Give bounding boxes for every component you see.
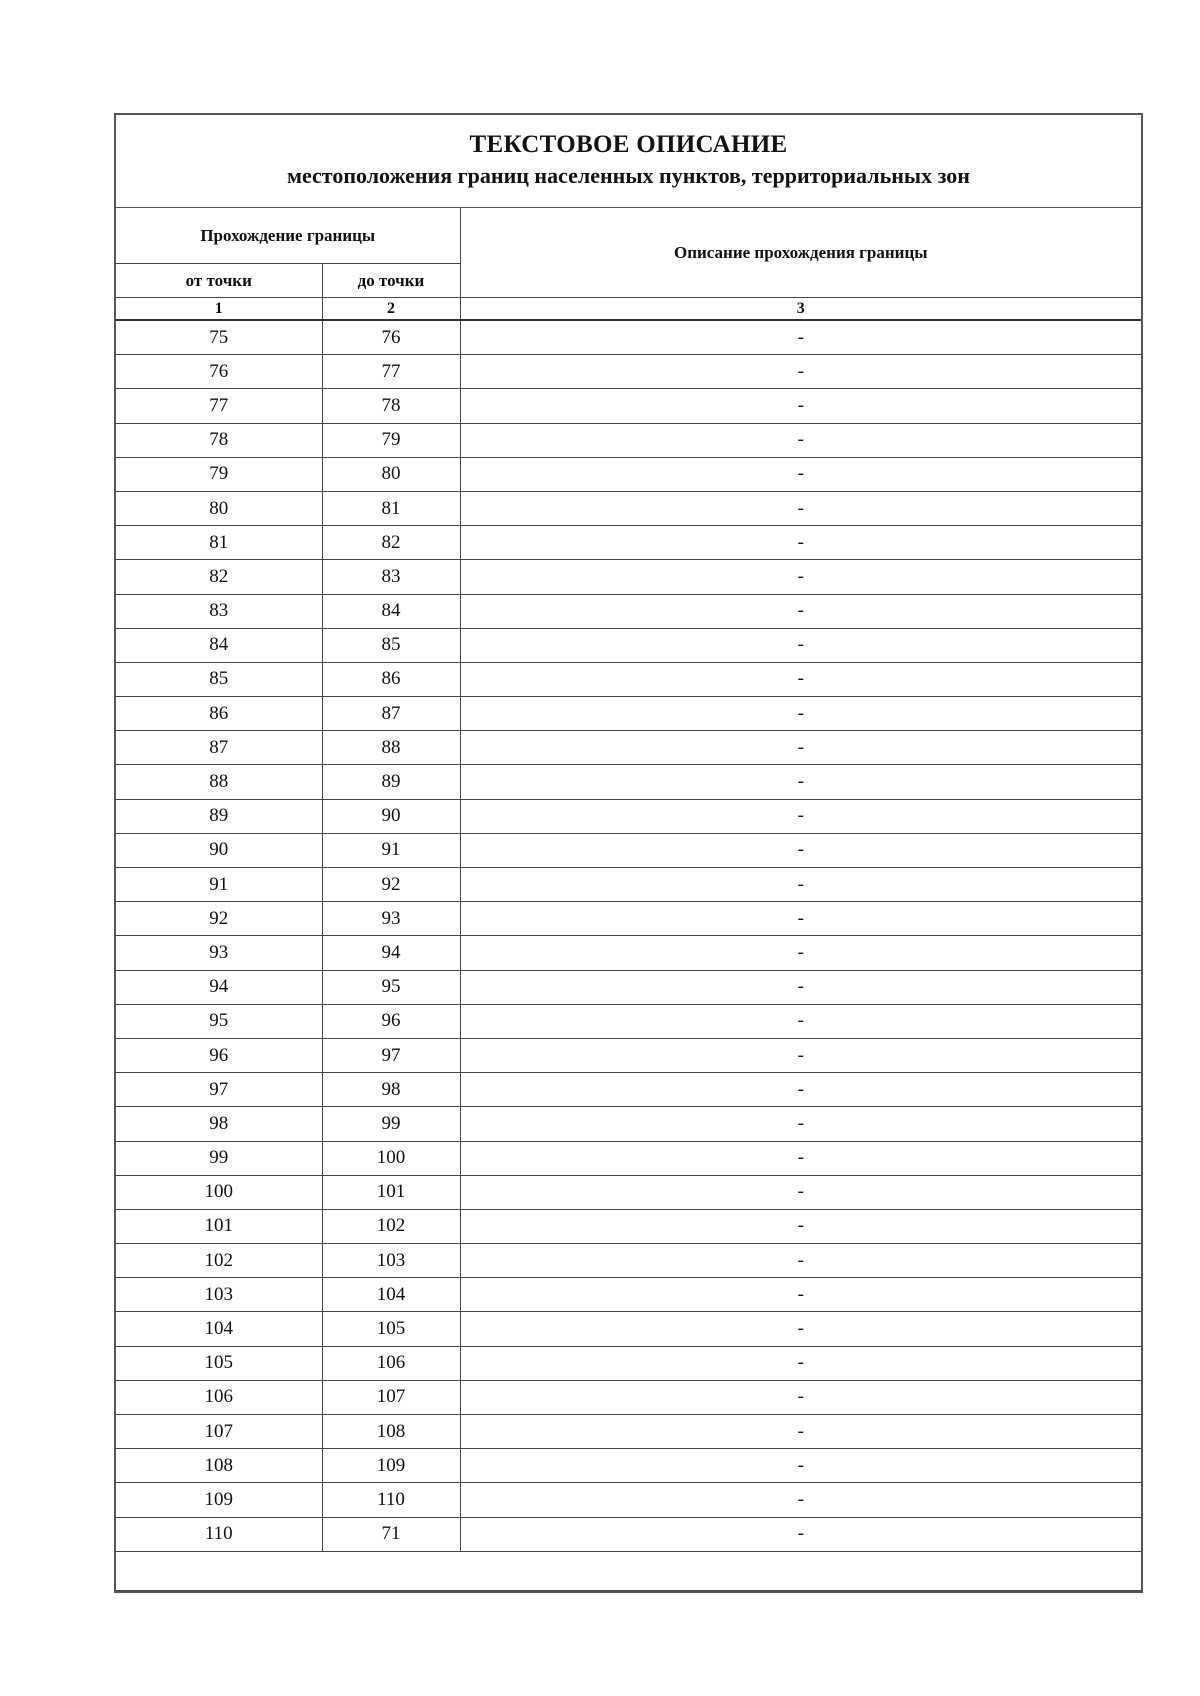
header-to-point: до точки — [322, 264, 460, 298]
table-row — [116, 1278, 1141, 1312]
to-point-cell: 81 — [322, 491, 460, 525]
description-cell: - — [460, 594, 1141, 628]
description-cell: - — [460, 1107, 1141, 1141]
description-cell: - — [460, 1141, 1141, 1175]
description-cell: - — [460, 1175, 1141, 1209]
to-point-cell: 100 — [322, 1141, 460, 1175]
from-point-cell: 100 — [116, 1175, 322, 1209]
from-point-cell: 96 — [116, 1038, 322, 1072]
to-point-cell: 105 — [322, 1312, 460, 1346]
column-number: 1 — [116, 298, 322, 321]
description-cell: - — [460, 1449, 1141, 1483]
description-cell: - — [460, 1415, 1141, 1449]
header-boundary-passage: Прохождение границы — [116, 208, 460, 264]
boundary-description-sheet — [114, 113, 1143, 1593]
description-cell: - — [460, 970, 1141, 1004]
to-point-cell: 82 — [322, 526, 460, 560]
from-point-cell: 78 — [116, 423, 322, 457]
to-point-cell: 108 — [322, 1415, 460, 1449]
from-point-cell: 82 — [116, 560, 322, 594]
description-cell: - — [460, 1380, 1141, 1414]
table-row — [116, 1004, 1141, 1038]
from-point-cell: 76 — [116, 355, 322, 389]
from-point-cell: 91 — [116, 868, 322, 902]
to-point-cell: 85 — [322, 628, 460, 662]
table-row — [116, 628, 1141, 662]
description-cell: - — [460, 560, 1141, 594]
from-point-cell: 75 — [116, 320, 322, 355]
header-from-point: от точки — [116, 264, 322, 298]
description-cell: - — [460, 765, 1141, 799]
description-cell: - — [460, 1038, 1141, 1072]
to-point-cell: 109 — [322, 1449, 460, 1483]
description-cell: - — [460, 731, 1141, 765]
from-point-cell: 83 — [116, 594, 322, 628]
description-cell: - — [460, 697, 1141, 731]
from-point-cell: 99 — [116, 1141, 322, 1175]
table-row — [116, 902, 1141, 936]
from-point-cell: 77 — [116, 389, 322, 423]
to-point-cell: 83 — [322, 560, 460, 594]
table-row — [116, 594, 1141, 628]
description-cell: - — [460, 491, 1141, 525]
to-point-cell: 91 — [322, 833, 460, 867]
description-cell: - — [460, 628, 1141, 662]
from-point-cell: 107 — [116, 1415, 322, 1449]
description-cell: - — [460, 1004, 1141, 1038]
table-row — [116, 1073, 1141, 1107]
description-cell: - — [460, 868, 1141, 902]
table-row — [116, 1517, 1141, 1551]
from-point-cell: 94 — [116, 970, 322, 1004]
from-point-cell: 80 — [116, 491, 322, 525]
to-point-cell: 84 — [322, 594, 460, 628]
boundary-table — [116, 208, 1141, 1591]
to-point-cell: 93 — [322, 902, 460, 936]
table-row — [116, 662, 1141, 696]
from-point-cell: 93 — [116, 936, 322, 970]
from-point-cell: 103 — [116, 1278, 322, 1312]
description-cell: - — [460, 320, 1141, 355]
description-cell: - — [460, 1278, 1141, 1312]
table-row — [116, 697, 1141, 731]
to-point-cell: 103 — [322, 1244, 460, 1278]
from-point-cell: 86 — [116, 697, 322, 731]
table-row — [116, 1107, 1141, 1141]
table-row — [116, 1038, 1141, 1072]
to-point-cell: 101 — [322, 1175, 460, 1209]
to-point-cell: 110 — [322, 1483, 460, 1517]
to-point-cell: 76 — [322, 320, 460, 355]
table-row — [116, 457, 1141, 491]
from-point-cell: 104 — [116, 1312, 322, 1346]
table-row — [116, 1141, 1141, 1175]
table-row — [116, 389, 1141, 423]
table-row — [116, 765, 1141, 799]
description-cell: - — [460, 1209, 1141, 1243]
to-point-cell: 78 — [322, 389, 460, 423]
table-row — [116, 936, 1141, 970]
to-point-cell: 90 — [322, 799, 460, 833]
table-row — [116, 1312, 1141, 1346]
table-row — [116, 1244, 1141, 1278]
table-row — [116, 1483, 1141, 1517]
table-row — [116, 833, 1141, 867]
table-row — [116, 1380, 1141, 1414]
from-point-cell: 106 — [116, 1380, 322, 1414]
title-block — [116, 115, 1141, 208]
table-row — [116, 320, 1141, 355]
description-cell: - — [460, 457, 1141, 491]
table-row — [116, 491, 1141, 525]
to-point-cell: 102 — [322, 1209, 460, 1243]
from-point-cell: 108 — [116, 1449, 322, 1483]
from-point-cell: 79 — [116, 457, 322, 491]
from-point-cell: 95 — [116, 1004, 322, 1038]
table-row — [116, 355, 1141, 389]
from-point-cell: 105 — [116, 1346, 322, 1380]
table-footer-row — [116, 1551, 1141, 1590]
from-point-cell: 97 — [116, 1073, 322, 1107]
table-row — [116, 799, 1141, 833]
to-point-cell: 86 — [322, 662, 460, 696]
empty-footer-cell — [116, 1551, 1141, 1590]
from-point-cell: 90 — [116, 833, 322, 867]
description-cell: - — [460, 355, 1141, 389]
table-row — [116, 1346, 1141, 1380]
to-point-cell: 88 — [322, 731, 460, 765]
from-point-cell: 102 — [116, 1244, 322, 1278]
from-point-cell: 110 — [116, 1517, 322, 1551]
from-point-cell: 84 — [116, 628, 322, 662]
from-point-cell: 98 — [116, 1107, 322, 1141]
table-body — [116, 320, 1141, 1590]
description-cell: - — [460, 389, 1141, 423]
to-point-cell: 107 — [322, 1380, 460, 1414]
from-point-cell: 81 — [116, 526, 322, 560]
description-cell: - — [460, 1244, 1141, 1278]
description-cell: - — [460, 423, 1141, 457]
column-number: 3 — [460, 298, 1141, 321]
from-point-cell: 109 — [116, 1483, 322, 1517]
document-title: ТЕКСТОВОЕ ОПИСАНИЕ — [469, 131, 788, 158]
to-point-cell: 71 — [322, 1517, 460, 1551]
table-row — [116, 731, 1141, 765]
to-point-cell: 80 — [322, 457, 460, 491]
document-subtitle: местоположения границ населенных пунктов, территориальных зон — [287, 163, 970, 188]
to-point-cell: 98 — [322, 1073, 460, 1107]
description-cell: - — [460, 902, 1141, 936]
description-cell: - — [460, 1346, 1141, 1380]
table-row — [116, 560, 1141, 594]
table-row — [116, 423, 1141, 457]
description-cell: - — [460, 1517, 1141, 1551]
from-point-cell: 89 — [116, 799, 322, 833]
header-description: Описание прохождения границы — [460, 208, 1141, 298]
table-row — [116, 868, 1141, 902]
description-cell: - — [460, 1073, 1141, 1107]
to-point-cell: 89 — [322, 765, 460, 799]
description-cell: - — [460, 936, 1141, 970]
from-point-cell: 101 — [116, 1209, 322, 1243]
to-point-cell: 97 — [322, 1038, 460, 1072]
table-row — [116, 1449, 1141, 1483]
table-row — [116, 1415, 1141, 1449]
from-point-cell: 88 — [116, 765, 322, 799]
to-point-cell: 95 — [322, 970, 460, 1004]
description-cell: - — [460, 799, 1141, 833]
description-cell: - — [460, 1312, 1141, 1346]
to-point-cell: 92 — [322, 868, 460, 902]
to-point-cell: 104 — [322, 1278, 460, 1312]
description-cell: - — [460, 833, 1141, 867]
to-point-cell: 77 — [322, 355, 460, 389]
to-point-cell: 99 — [322, 1107, 460, 1141]
table-row — [116, 1175, 1141, 1209]
table-row — [116, 526, 1141, 560]
to-point-cell: 94 — [322, 936, 460, 970]
description-cell: - — [460, 662, 1141, 696]
from-point-cell: 87 — [116, 731, 322, 765]
to-point-cell: 96 — [322, 1004, 460, 1038]
to-point-cell: 106 — [322, 1346, 460, 1380]
column-number: 2 — [322, 298, 460, 321]
to-point-cell: 87 — [322, 697, 460, 731]
description-cell: - — [460, 1483, 1141, 1517]
table-row — [116, 970, 1141, 1004]
table-row — [116, 1209, 1141, 1243]
from-point-cell: 92 — [116, 902, 322, 936]
to-point-cell: 79 — [322, 423, 460, 457]
from-point-cell: 85 — [116, 662, 322, 696]
description-cell: - — [460, 526, 1141, 560]
